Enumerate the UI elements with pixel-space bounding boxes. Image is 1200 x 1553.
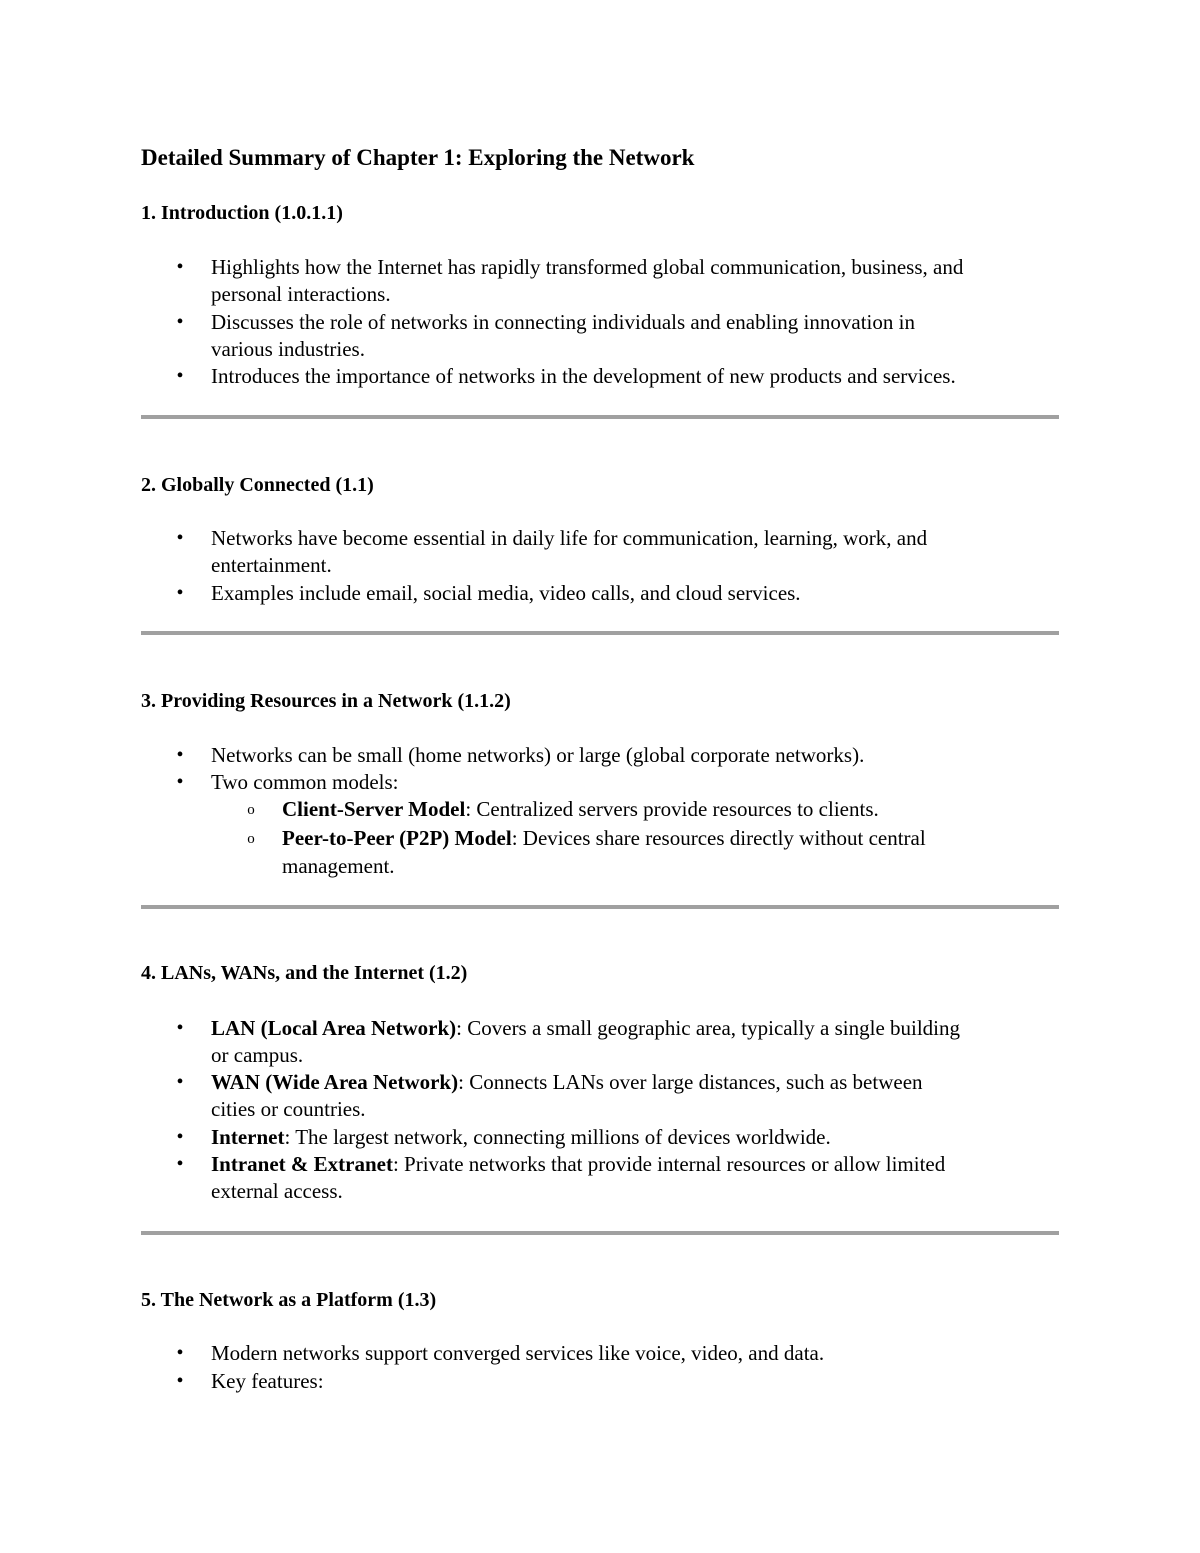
list-item-continuation: entertainment. [211, 553, 332, 577]
sub-list-item [282, 796, 879, 823]
bullet-icon: • [176, 1342, 184, 1364]
term-client-server-model: Client-Server Model [282, 797, 466, 821]
list-item: Two common models: [211, 770, 399, 794]
list-item: Discusses the role of networks in connecting individuals and enabling innovation in [211, 310, 915, 334]
sub-bullet-icon: o [247, 802, 255, 818]
horizontal-rule [141, 1231, 1059, 1235]
list-item-continuation: personal interactions. [211, 282, 391, 306]
bullet-icon: • [176, 1126, 184, 1148]
list-item: Networks can be small (home networks) or large (global corporate networks). [211, 743, 865, 767]
sub-list-item-continuation: management. [282, 854, 395, 878]
bullet-icon: • [176, 582, 184, 604]
section-heading-network-as-platform: 5. The Network as a Platform (1.3) [141, 1289, 437, 1311]
bullet-icon: • [176, 1071, 184, 1093]
bullet-icon: • [176, 1017, 184, 1039]
term-description: : Centralized servers provide resources to clients. [465, 797, 879, 821]
bullet-icon: • [176, 771, 184, 793]
bullet-icon: • [176, 1153, 184, 1175]
document-title: Detailed Summary of Chapter 1: Exploring the Network [141, 145, 695, 170]
list-item [211, 1015, 960, 1042]
list-item: Key features: [211, 1369, 324, 1393]
list-item [211, 1069, 923, 1096]
section-heading-lans-wans: 4. LANs, WANs, and the Internet (1.2) [141, 962, 468, 984]
term-description: : The largest network, connecting millions of devices worldwide. [284, 1125, 831, 1149]
bullet-icon: • [176, 311, 184, 333]
list-item: Modern networks support converged services like voice, video, and data. [211, 1341, 825, 1365]
list-item-continuation: cities or countries. [211, 1097, 366, 1121]
section-heading-introduction: 1. Introduction (1.0.1.1) [141, 202, 343, 224]
term-wan: WAN (Wide Area Network) [211, 1070, 459, 1094]
term-description: : Connects LANs over large distances, such as between [458, 1070, 923, 1094]
horizontal-rule [141, 415, 1059, 419]
list-item: Networks have become essential in daily life for communication, learning, work, and [211, 526, 928, 550]
bullet-icon: • [176, 365, 184, 387]
term-lan: LAN (Local Area Network) [211, 1016, 457, 1040]
term-description: : Private networks that provide internal resources or allow limited [392, 1152, 946, 1176]
list-item [211, 1151, 945, 1178]
list-item-continuation: external access. [211, 1179, 343, 1203]
term-internet: Internet [211, 1125, 285, 1149]
list-item: Examples include email, social media, video calls, and cloud services. [211, 581, 801, 605]
term-description: : Devices share resources directly without central [511, 826, 926, 850]
horizontal-rule [141, 905, 1059, 909]
term-description: : Covers a small geographic area, typically a single building [456, 1016, 961, 1040]
list-item: Introduces the importance of networks in the development of new products and services. [211, 364, 956, 388]
list-item: Highlights how the Internet has rapidly transformed global communication, business, and [211, 255, 964, 279]
list-item-continuation: or campus. [211, 1043, 304, 1067]
list-item [211, 1124, 831, 1151]
bullet-icon: • [176, 256, 184, 278]
sub-bullet-icon: o [247, 831, 255, 847]
bullet-icon: • [176, 1370, 184, 1392]
term-intranet-extranet: Intranet & Extranet [211, 1152, 393, 1176]
bullet-icon: • [176, 527, 184, 549]
horizontal-rule [141, 631, 1059, 635]
term-peer-to-peer-model: Peer-to-Peer (P2P) Model [282, 826, 512, 850]
sub-list-item [282, 825, 926, 852]
list-item-continuation: various industries. [211, 337, 365, 361]
bullet-icon: • [176, 744, 184, 766]
section-heading-providing-resources: 3. Providing Resources in a Network (1.1.2) [141, 690, 511, 712]
section-heading-globally-connected: 2. Globally Connected (1.1) [141, 474, 374, 496]
